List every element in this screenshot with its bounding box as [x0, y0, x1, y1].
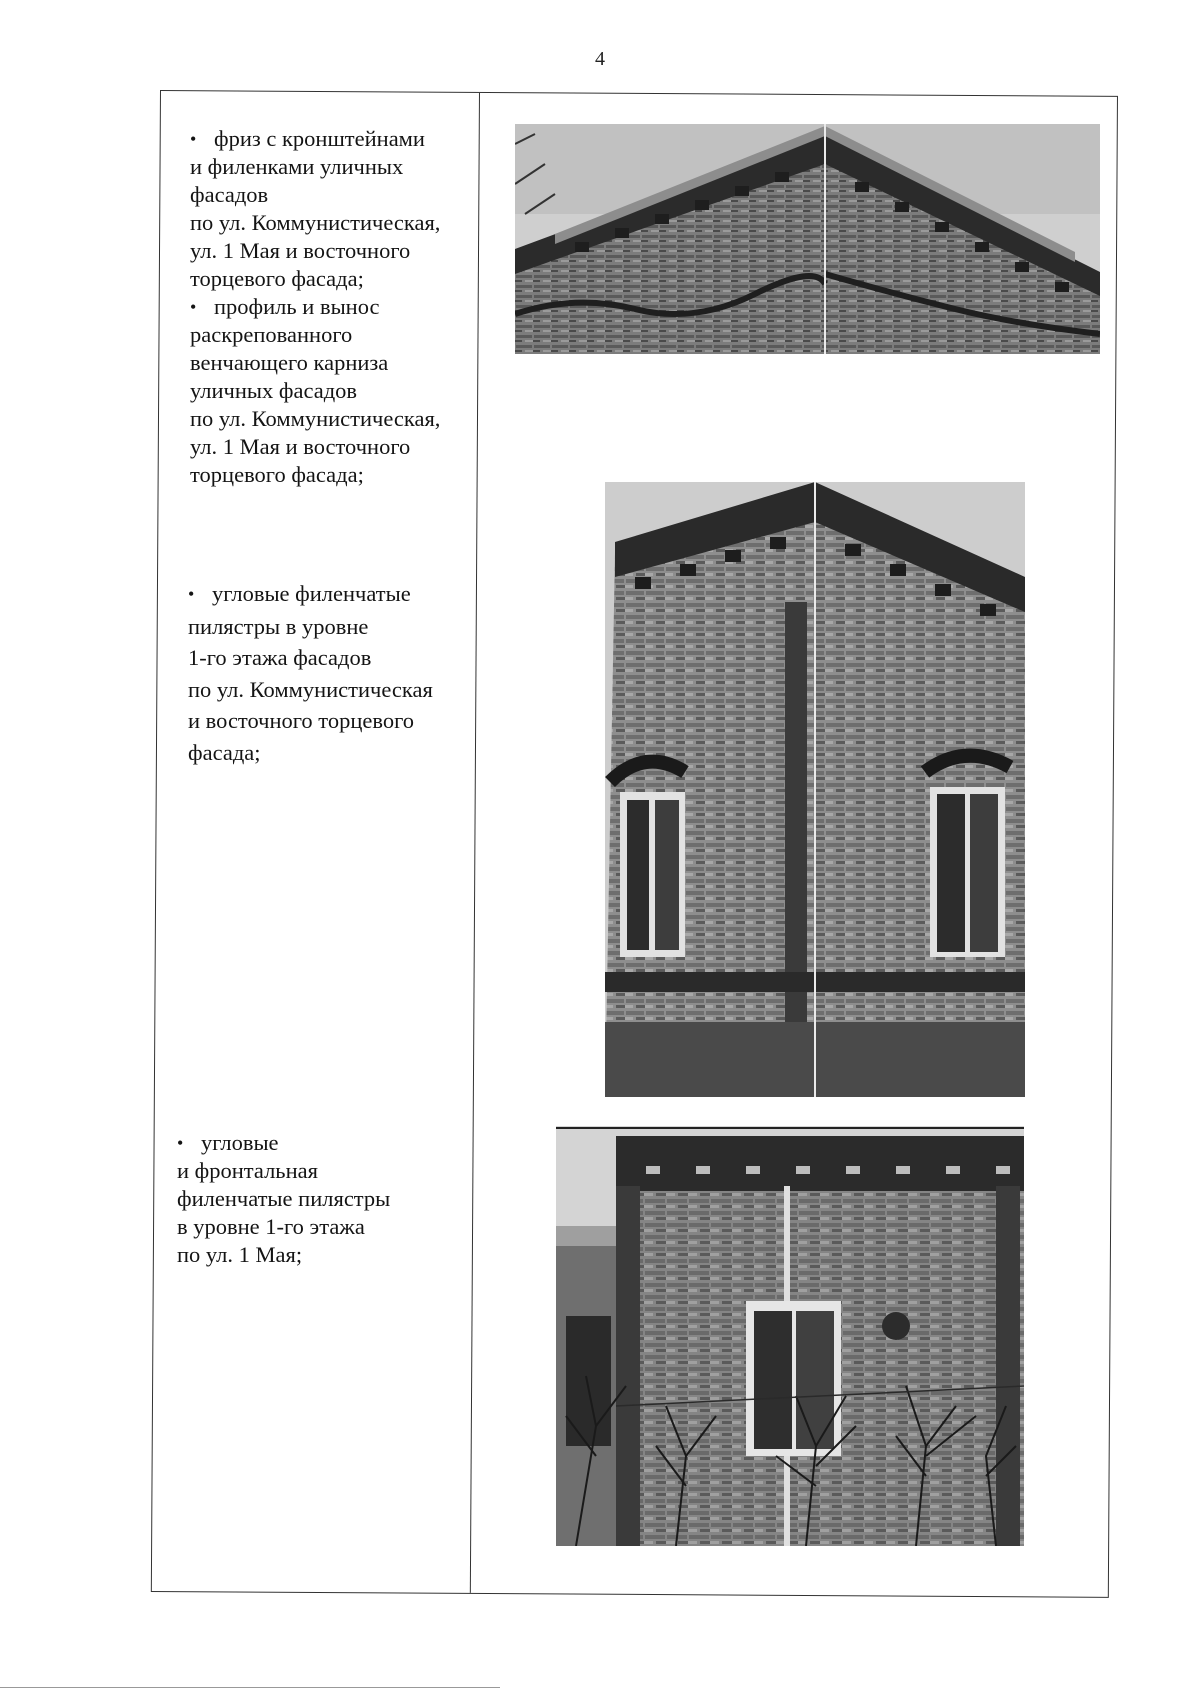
text-line: по ул. 1 Мая;	[177, 1242, 303, 1267]
text-line: и фронтальная	[177, 1158, 318, 1183]
text-line: ул. 1 Мая и восточного	[190, 434, 411, 459]
bullet-icon: •	[190, 297, 197, 317]
text-line: фасадов	[190, 182, 269, 207]
text-line: в уровне 1-го этажа	[177, 1214, 365, 1239]
building-front-pilasters-photo	[556, 1126, 1024, 1546]
bullet-icon: •	[188, 584, 195, 604]
description-group-cornice	[190, 125, 490, 489]
text-line: филенчатые пилястры	[177, 1186, 391, 1211]
text-line: уличных фасадов	[190, 378, 358, 403]
text-line: 1-го этажа фасадов	[188, 645, 372, 670]
text-line: торцевого фасада;	[190, 266, 364, 291]
bullet-icon: •	[190, 129, 197, 149]
description-group-front-pilasters	[177, 1129, 477, 1269]
building-corner-pilasters-photo	[605, 482, 1025, 1097]
text-line: торцевого фасада;	[190, 462, 364, 487]
footer-rule	[0, 1687, 500, 1688]
text-line: фасада;	[188, 739, 261, 765]
text-line: угловые	[201, 1130, 279, 1155]
page-number: 4	[595, 48, 605, 70]
text-line: фриз с кронштейнами	[214, 126, 425, 151]
text-line: пилястры в уровне	[188, 613, 369, 639]
text-line: венчающего карниза	[190, 350, 389, 375]
text-line: и восточного торцевого	[188, 708, 414, 733]
text-line: раскрепованного	[190, 322, 353, 347]
text-line: и филенками уличных	[190, 154, 404, 179]
text-line: по ул. Коммунистическая,	[190, 210, 441, 235]
text-line: угловые филенчатые	[212, 581, 411, 606]
text-line: по ул. Коммунистическая	[188, 676, 433, 702]
description-group-corner-pilasters	[188, 578, 488, 768]
text-line: ул. 1 Мая и восточного	[190, 238, 411, 263]
building-cornice-frieze-photo	[515, 124, 1100, 354]
text-line: профиль и вынос	[214, 294, 380, 319]
text-line: по ул. Коммунистическая,	[190, 406, 441, 431]
bullet-icon: •	[177, 1133, 184, 1153]
